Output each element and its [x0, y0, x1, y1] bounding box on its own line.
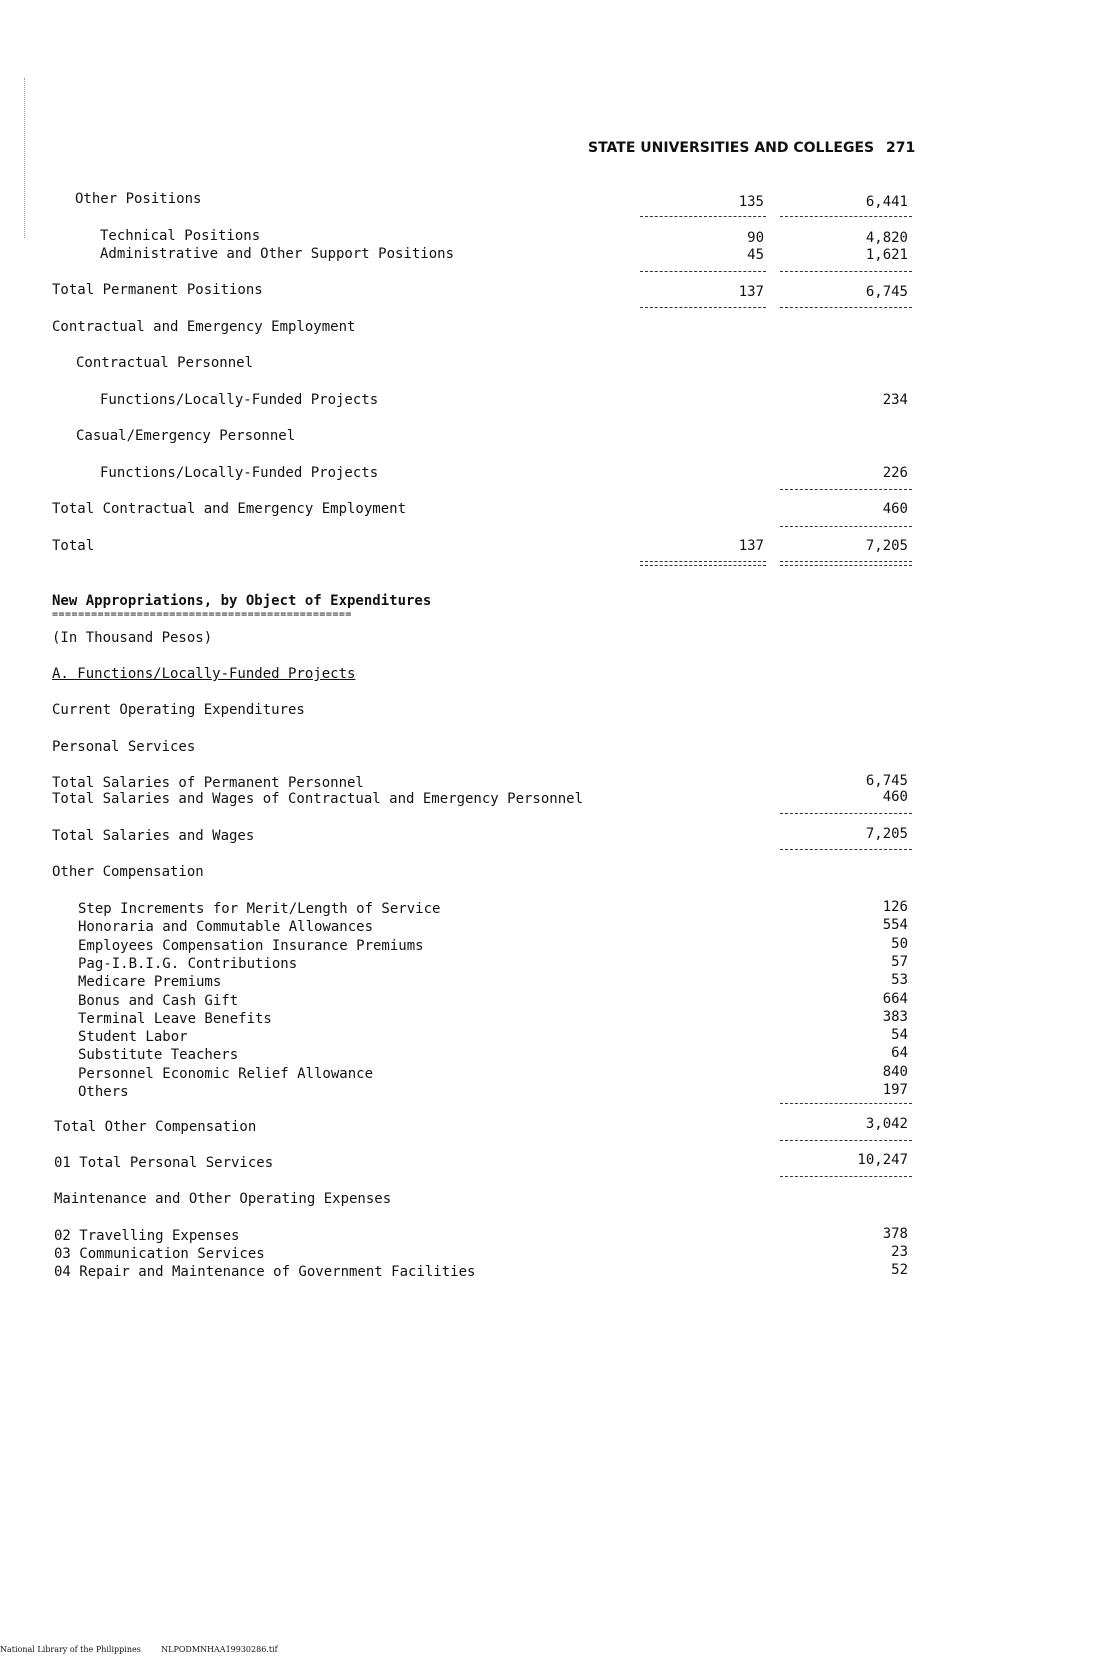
- footer-library: National Library of the Philippines: [0, 1645, 141, 1654]
- running-header-title: STATE UNIVERSITIES AND COLLEGES: [588, 140, 875, 156]
- line-item-amount: 664: [882, 990, 908, 1007]
- other-compensation-heading: Other Compensation: [52, 864, 204, 880]
- total-permanent-label: Total Permanent Positions: [52, 282, 263, 298]
- line-item-label: Terminal Leave Benefits: [78, 1010, 272, 1027]
- total-other-comp-label: Total Other Compensation: [54, 1119, 257, 1135]
- salaries-permanent-amount: 6,745: [865, 773, 908, 789]
- staffing-total-label: Total: [52, 538, 95, 554]
- casual-personnel-heading: Casual/Emergency Personnel: [76, 428, 296, 444]
- footer: [0, 1645, 278, 1654]
- staffing-total-count: 137: [738, 538, 764, 554]
- salaries-contractual-amount: 460: [882, 789, 908, 805]
- line-item-label: Step Increments for Merit/Length of Service: [78, 901, 441, 917]
- page-number: 271: [886, 140, 916, 156]
- rule: [780, 271, 912, 272]
- rule: [780, 813, 912, 814]
- other-positions-count: 135: [738, 194, 764, 210]
- line-item-label: Substitute Teachers: [78, 1047, 239, 1064]
- total-personal-label: 01 Total Personal Services: [54, 1155, 274, 1171]
- other-positions-amount: 6,441: [865, 194, 908, 210]
- current-operating-heading: Current Operating Expenditures: [52, 702, 305, 718]
- total-other-comp-amount: 3,042: [865, 1116, 908, 1132]
- line-item-amount: 57: [891, 953, 908, 970]
- rule: [780, 849, 912, 850]
- casual-projects-amount: 226: [882, 465, 908, 481]
- total-permanent-amount: 6,745: [865, 284, 908, 300]
- total-contractual-amount: 460: [882, 501, 908, 517]
- contractual-personnel-heading: Contractual Personnel: [76, 355, 254, 371]
- line-item-amount: 54: [891, 1027, 908, 1044]
- line-item-amount: 383: [882, 1008, 908, 1025]
- line-item-label: Personnel Economic Relief Allowance: [78, 1065, 374, 1082]
- line-item-amount: 50: [891, 935, 908, 952]
- rule: [780, 1140, 912, 1141]
- unit-note: (In Thousand Pesos): [52, 630, 213, 646]
- line-item-amount: 840: [882, 1063, 908, 1080]
- line-item-label: Employees Compensation Insurance Premiums: [78, 937, 424, 954]
- total-contractual-label: Total Contractual and Emergency Employment: [52, 501, 407, 517]
- line-item-amount: 64: [891, 1045, 908, 1062]
- rule: [640, 216, 766, 217]
- admin-positions-count: 45: [747, 247, 764, 263]
- footer-file: NLPODMNHAA19930286.tif: [161, 1645, 278, 1654]
- contractual-projects-amount: 234: [882, 392, 908, 408]
- line-item-label: Honoraria and Commutable Allowances: [78, 919, 374, 936]
- technical-positions-count: 90: [747, 230, 764, 246]
- line-item-amount: 378: [882, 1226, 908, 1242]
- admin-positions-label: Administrative and Other Support Positions: [100, 246, 455, 262]
- line-item-amount: 554: [882, 917, 908, 934]
- rule: [780, 1176, 912, 1177]
- rule: [780, 216, 912, 217]
- appropriations-title: New Appropriations, by Object of Expenditures: [52, 593, 432, 609]
- rule: [780, 307, 912, 308]
- total-permanent-count: 137: [738, 284, 764, 300]
- rule: [780, 526, 912, 527]
- rule: [780, 1103, 912, 1104]
- contractual-projects-label: Functions/Locally-Funded Projects: [100, 392, 379, 408]
- line-item-label: 04 Repair and Maintenance of Government Facilities: [54, 1264, 476, 1280]
- salaries-contractual-label: Total Salaries and Wages of Contractual and Emergency Personnel: [52, 791, 584, 807]
- staffing-total-amount: 7,205: [865, 538, 908, 554]
- rule: [780, 489, 912, 490]
- other-positions-label: Other Positions: [75, 191, 202, 207]
- line-item-amount: 23: [891, 1244, 908, 1260]
- line-item-label: 02 Travelling Expenses: [54, 1228, 240, 1244]
- salaries-total-amount: 7,205: [865, 826, 908, 842]
- line-item-label: Medicare Premiums: [78, 974, 222, 991]
- line-item-label: 03 Communication Services: [54, 1246, 265, 1262]
- total-personal-amount: 10,247: [857, 1152, 908, 1168]
- admin-positions-amount: 1,621: [865, 247, 908, 263]
- contractual-emergency-heading: Contractual and Emergency Employment: [52, 319, 356, 335]
- line-item-amount: 126: [882, 899, 908, 915]
- rule: [640, 307, 766, 308]
- line-item-label: Bonus and Cash Gift: [78, 992, 239, 1009]
- technical-positions-amount: 4,820: [865, 230, 908, 246]
- binding-edge-marks: [24, 78, 27, 238]
- double-rule: [780, 561, 912, 566]
- rule: [640, 271, 766, 272]
- line-item-amount: 52: [891, 1262, 908, 1278]
- salaries-total-label: Total Salaries and Wages: [52, 828, 255, 844]
- line-item-label: Student Labor: [78, 1029, 188, 1046]
- casual-projects-label: Functions/Locally-Funded Projects: [100, 465, 379, 481]
- salaries-permanent-label: Total Salaries of Permanent Personnel: [52, 775, 364, 791]
- line-item-amount: 53: [891, 972, 908, 989]
- appropriations-title-rule: ==============================================: [52, 609, 352, 620]
- line-item-amount: 197: [882, 1082, 908, 1098]
- line-item-label: Others: [78, 1084, 129, 1100]
- double-rule: [640, 561, 766, 566]
- line-item-label: Pag-I.B.I.G. Contributions: [78, 955, 298, 972]
- section-a-heading: A. Functions/Locally-Funded Projects: [52, 666, 356, 682]
- mooe-heading: Maintenance and Other Operating Expenses: [54, 1191, 392, 1207]
- personal-services-heading: Personal Services: [52, 739, 196, 755]
- technical-positions-label: Technical Positions: [100, 228, 261, 244]
